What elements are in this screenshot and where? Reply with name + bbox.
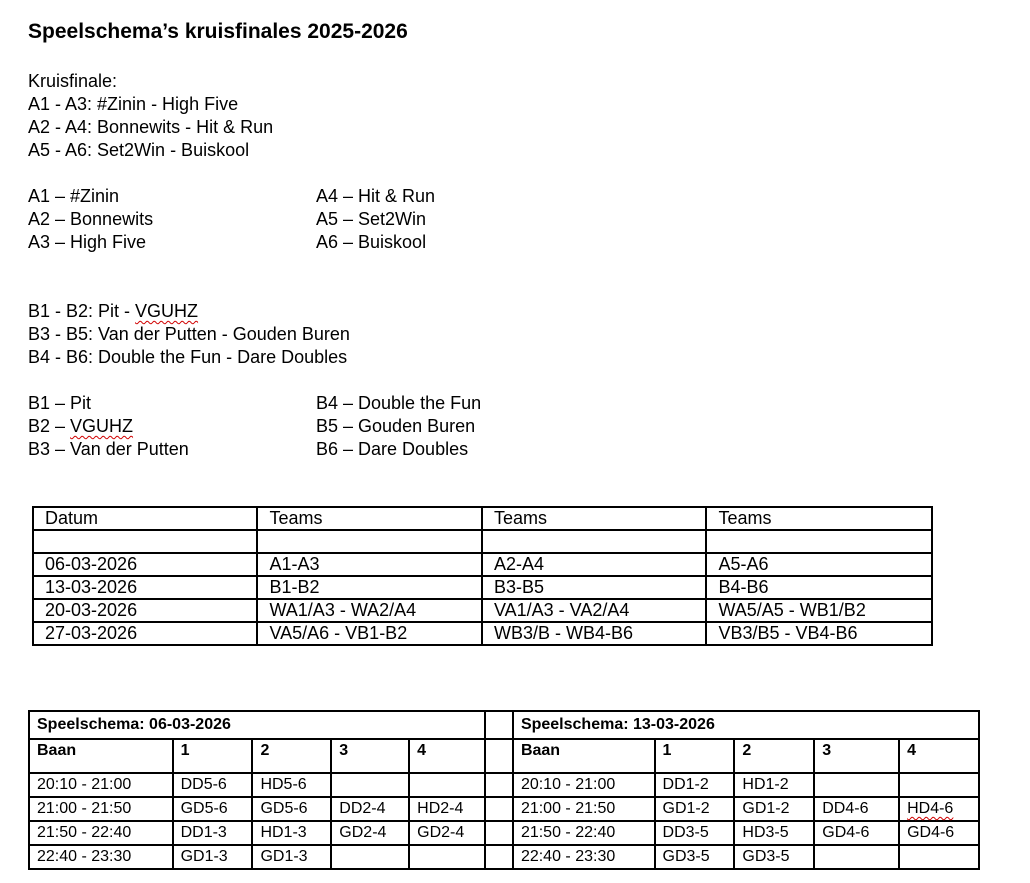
table-row bbox=[33, 576, 932, 599]
header-cell: 3 bbox=[814, 739, 899, 773]
spellcheck-word: HD4-6 bbox=[907, 800, 954, 817]
table-cell: A1-A3 bbox=[257, 553, 482, 576]
team-a5: A5 – Set2Win bbox=[316, 209, 427, 229]
team-b5: B5 – Gouden Buren bbox=[316, 416, 476, 436]
schedule-title-left: Speelschema: 06-03-2026 bbox=[29, 711, 485, 739]
team-a3: A3 – High Five bbox=[28, 232, 147, 252]
table-cell: HD2-4 bbox=[409, 797, 485, 821]
team-a4: A4 – Hit & Run bbox=[316, 186, 436, 206]
table-cell: VB3/B5 - VB4-B6 bbox=[706, 622, 932, 645]
table-row bbox=[33, 599, 932, 622]
header-cell: 4 bbox=[409, 739, 485, 773]
spacer-cell bbox=[485, 739, 513, 773]
team-b4: B4 – Double the Fun bbox=[316, 393, 482, 413]
match-a2-a4: A2 - A4: Bonnewits - Hit & Run bbox=[28, 117, 274, 137]
table-cell bbox=[899, 845, 979, 869]
teams-table bbox=[32, 506, 933, 646]
table-cell: GD1-2 bbox=[734, 797, 814, 821]
table-cell bbox=[814, 845, 899, 869]
match-a1-a3: A1 - A3: #Zinin - High Five bbox=[28, 94, 239, 114]
spacer-cell bbox=[485, 711, 513, 739]
table-cell: A2-A4 bbox=[482, 553, 706, 576]
table-cell: DD1-3 bbox=[173, 821, 253, 845]
table-cell: HD1-2 bbox=[734, 773, 814, 797]
page-title: Speelschema’s kruisfinales 2025-2026 bbox=[28, 20, 408, 43]
table-cell: B3-B5 bbox=[482, 576, 706, 599]
table-cell: DD1-2 bbox=[655, 773, 735, 797]
team-b2-prefix: B2 – bbox=[28, 416, 71, 436]
team-a1: A1 – #Zinin bbox=[28, 186, 120, 206]
table-cell: VA1/A3 - VA2/A4 bbox=[482, 599, 706, 622]
time-cell: 21:50 - 22:40 bbox=[513, 821, 655, 845]
table-cell: B1-B2 bbox=[257, 576, 482, 599]
header-cell: Baan bbox=[29, 739, 173, 773]
spellcheck-word: VGUHZ bbox=[135, 301, 199, 321]
team-a6: A6 – Buiskool bbox=[316, 232, 427, 252]
table-cell: HD1-3 bbox=[252, 821, 331, 845]
header-cell: 1 bbox=[655, 739, 735, 773]
spacer-cell bbox=[485, 845, 513, 869]
table-row bbox=[29, 845, 979, 869]
match-b4-b6: B4 - B6: Double the Fun - Dare Doubles bbox=[28, 347, 348, 367]
table-cell: 06-03-2026 bbox=[33, 553, 257, 576]
header-cell: Baan bbox=[513, 739, 655, 773]
time-cell: 22:40 - 23:30 bbox=[513, 845, 655, 869]
table-cell bbox=[706, 530, 932, 553]
table-cell: GD5-6 bbox=[173, 797, 253, 821]
table-cell bbox=[899, 773, 979, 797]
table-cell bbox=[33, 530, 257, 553]
table-row bbox=[29, 821, 979, 845]
table-cell: DD5-6 bbox=[173, 773, 253, 797]
team-b2 bbox=[28, 415, 133, 438]
spacer-cell bbox=[485, 821, 513, 845]
time-cell: 21:50 - 22:40 bbox=[29, 821, 173, 845]
table-cell: VA5/A6 - VB1-B2 bbox=[257, 622, 482, 645]
match-b1-b2-prefix: B1 - B2: Pit - bbox=[28, 301, 136, 321]
table-cell: WA1/A3 - WA2/A4 bbox=[257, 599, 482, 622]
team-b6: B6 – Dare Doubles bbox=[316, 439, 469, 459]
table-cell: HD3-5 bbox=[734, 821, 814, 845]
header-cell: Datum bbox=[33, 507, 257, 530]
team-a2: A2 – Bonnewits bbox=[28, 209, 154, 229]
header-cell: 2 bbox=[734, 739, 814, 773]
table-cell: GD5-6 bbox=[252, 797, 331, 821]
match-b3-b5: B3 - B5: Van der Putten - Gouden Buren bbox=[28, 324, 350, 344]
table-row bbox=[33, 553, 932, 576]
header-cell: 2 bbox=[252, 739, 331, 773]
match-a5-a6: A5 - A6: Set2Win - Buiskool bbox=[28, 140, 250, 160]
time-cell: 20:10 - 21:00 bbox=[29, 773, 173, 797]
header-cell: Teams bbox=[257, 507, 482, 530]
table-cell bbox=[257, 530, 482, 553]
schedule-title-right: Speelschema: 13-03-2026 bbox=[513, 711, 979, 739]
table-cell: HD5-6 bbox=[252, 773, 331, 797]
table-cell: B4-B6 bbox=[706, 576, 932, 599]
table-cell: 27-03-2026 bbox=[33, 622, 257, 645]
table-cell bbox=[899, 797, 979, 821]
table-cell bbox=[814, 773, 899, 797]
table-cell: GD1-2 bbox=[655, 797, 735, 821]
time-cell: 22:40 - 23:30 bbox=[29, 845, 173, 869]
spacer-cell bbox=[485, 773, 513, 797]
table-cell bbox=[482, 530, 706, 553]
table-row bbox=[33, 622, 932, 645]
table-cell bbox=[331, 845, 409, 869]
spellcheck-word: VGUHZ bbox=[70, 416, 134, 436]
header-cell: Teams bbox=[482, 507, 706, 530]
kruisfinale-heading: Kruisfinale: bbox=[28, 71, 118, 91]
table-cell: DD4-6 bbox=[814, 797, 899, 821]
header-cell: 3 bbox=[331, 739, 409, 773]
table-header-row bbox=[33, 507, 932, 530]
header-cell: Teams bbox=[706, 507, 932, 530]
table-cell: GD1-3 bbox=[252, 845, 331, 869]
table-cell: GD2-4 bbox=[331, 821, 409, 845]
table-cell bbox=[409, 773, 485, 797]
team-b1: B1 – Pit bbox=[28, 393, 92, 413]
table-cell bbox=[331, 773, 409, 797]
team-b3: B3 – Van der Putten bbox=[28, 439, 189, 459]
table-cell: DD2-4 bbox=[331, 797, 409, 821]
table-row bbox=[29, 773, 979, 797]
header-cell: 1 bbox=[173, 739, 253, 773]
table-cell: WA5/A5 - WB1/B2 bbox=[706, 599, 932, 622]
table-cell: 13-03-2026 bbox=[33, 576, 257, 599]
table-cell: GD3-5 bbox=[655, 845, 735, 869]
time-cell: 21:00 - 21:50 bbox=[513, 797, 655, 821]
time-cell: 21:00 - 21:50 bbox=[29, 797, 173, 821]
table-cell: 20-03-2026 bbox=[33, 599, 257, 622]
table-row bbox=[29, 797, 979, 821]
table-cell: GD1-3 bbox=[173, 845, 253, 869]
table-cell: A5-A6 bbox=[706, 553, 932, 576]
table-cell: GD3-5 bbox=[734, 845, 814, 869]
table-cell: GD2-4 bbox=[409, 821, 485, 845]
header-cell: 4 bbox=[899, 739, 979, 773]
schedule-title-row bbox=[29, 711, 979, 739]
schedule-table bbox=[28, 710, 980, 870]
table-cell: DD3-5 bbox=[655, 821, 735, 845]
time-cell: 20:10 - 21:00 bbox=[513, 773, 655, 797]
table-cell: GD4-6 bbox=[814, 821, 899, 845]
match-b1-b2 bbox=[28, 300, 198, 323]
spacer-cell bbox=[485, 797, 513, 821]
table-cell bbox=[409, 845, 485, 869]
table-row bbox=[33, 530, 932, 553]
table-cell: GD4-6 bbox=[899, 821, 979, 845]
schedule-header-row bbox=[29, 739, 979, 773]
table-cell: WB3/B - WB4-B6 bbox=[482, 622, 706, 645]
